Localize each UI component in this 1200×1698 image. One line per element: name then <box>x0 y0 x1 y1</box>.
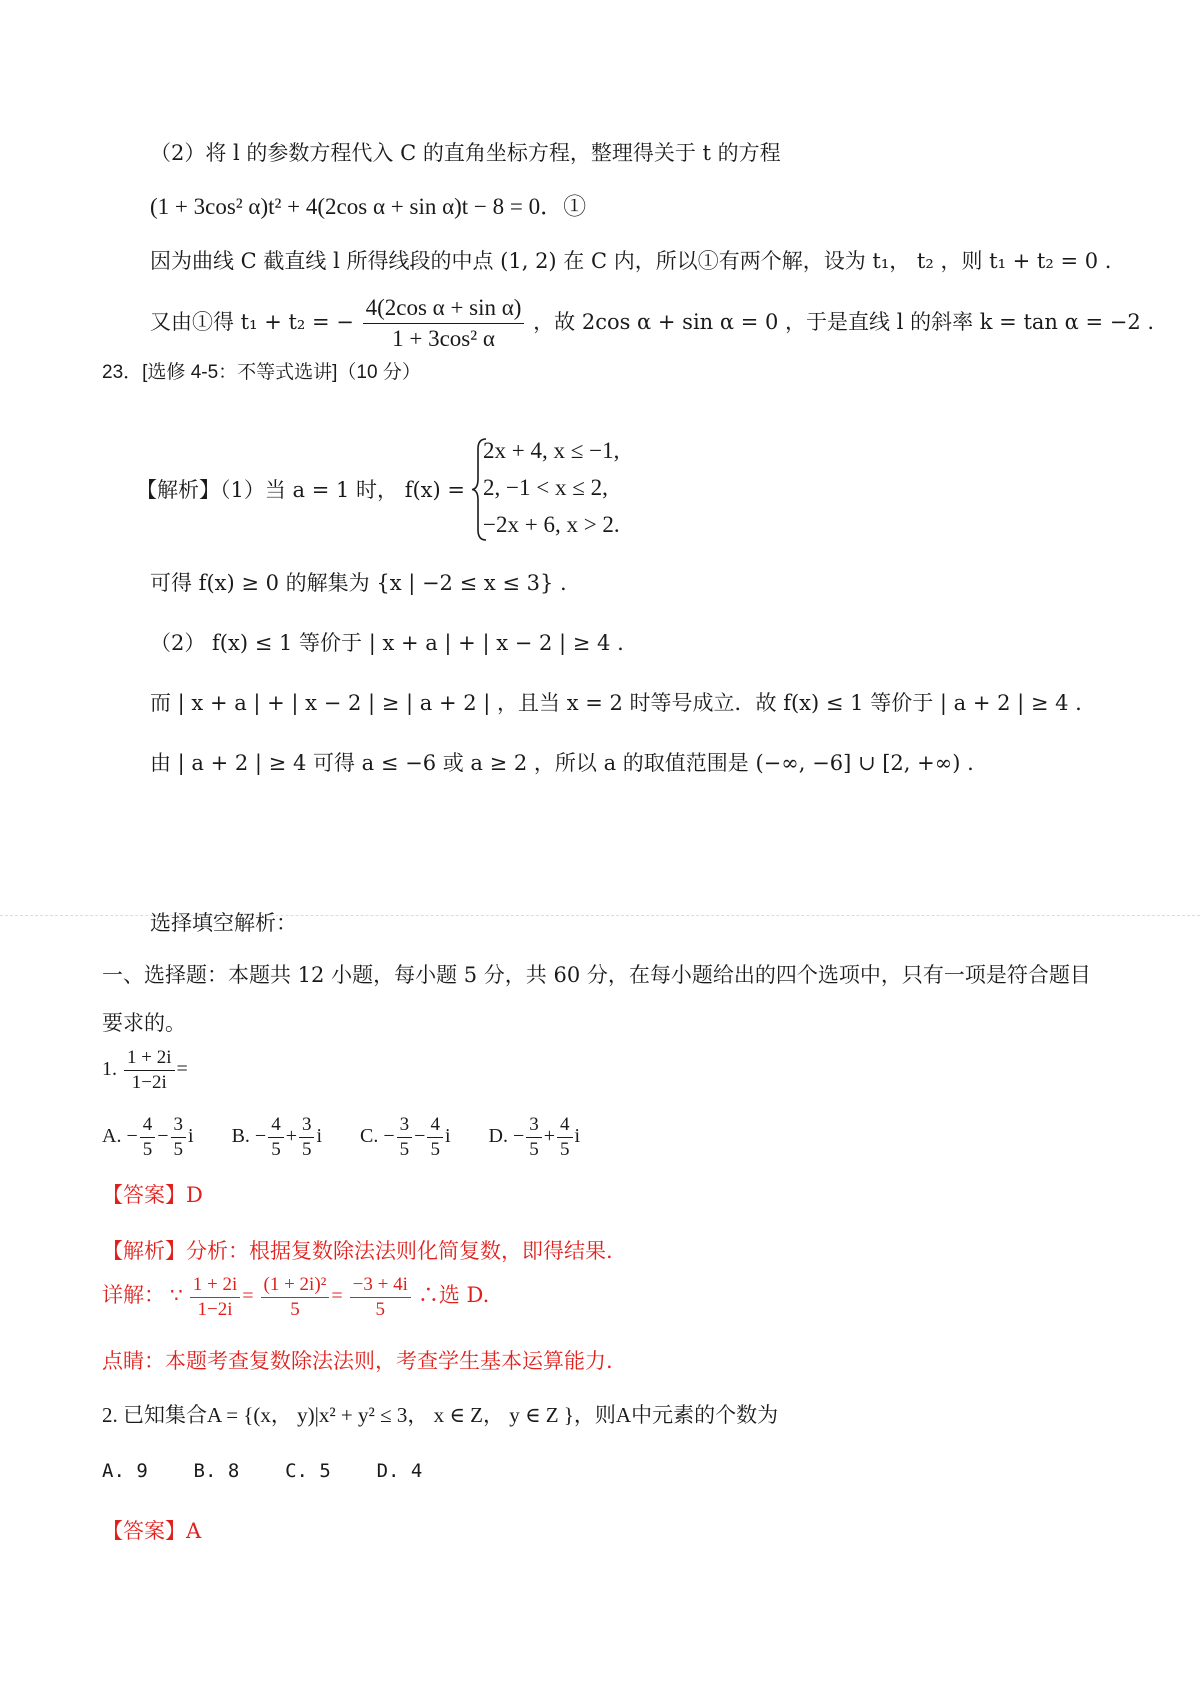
detail-f1-numerator: 1 + 2i <box>192 1273 238 1295</box>
case-2: 2, −1 < x ≤ 2, <box>483 475 608 500</box>
option-numerator: 4 <box>430 1114 440 1135</box>
q1-analysis: 【解析】分析：根据复数除法法则化简复数，即得结果. <box>102 1239 613 1263</box>
case-intro: （1）当 a = 1 时， f(x) = <box>220 478 465 502</box>
option-numerator: 3 <box>301 1114 312 1135</box>
option-sign: − <box>126 1125 138 1148</box>
q1-numerator: 1 + 2i <box>127 1047 172 1068</box>
option-sign: − <box>157 1125 169 1148</box>
piecewise-cases <box>483 432 620 543</box>
option-numerator: 3 <box>173 1114 184 1135</box>
q1-options-row <box>102 1114 618 1160</box>
detail-f2-numerator: (1 + 2i)² <box>263 1273 327 1295</box>
q23-part2-line1: （2） f(x) ≤ 1 等价于 | x + a | + | x − 2 | ≥ 4 . <box>150 631 624 655</box>
because-symbol: ∵ <box>170 1285 183 1307</box>
q1-fraction <box>124 1046 175 1095</box>
option-denominator: 5 <box>140 1137 156 1162</box>
option-fraction <box>557 1113 573 1162</box>
q1-option-c <box>360 1114 451 1160</box>
detail-label: 详解： <box>102 1283 165 1307</box>
option-imaginary-unit: i <box>444 1125 451 1148</box>
option-numerator: 3 <box>529 1114 539 1135</box>
option-fraction <box>427 1113 443 1162</box>
q2-option-d: D. 4 <box>376 1460 423 1482</box>
option-denominator: 5 <box>557 1137 573 1162</box>
option-imaginary-unit: i <box>188 1125 194 1148</box>
part2-equation: (1 + 3cos² α)t² + 4(2cos α + sin α)t − 8 = 0．① <box>150 194 587 219</box>
option-numerator: 4 <box>271 1114 281 1135</box>
option-numerator: 3 <box>399 1114 410 1135</box>
q1-options <box>102 1113 618 1162</box>
conclusion-suffix: ，故 2cos α + sin α = 0 ，于是直线 l 的斜率 k = tan α = −2 . <box>533 310 1155 334</box>
q1-comment: 点睛：本题考查复数除法法则，考查学生基本运算能力. <box>102 1349 613 1373</box>
option-denominator: 5 <box>526 1137 542 1162</box>
q2-stem: 2. 已知集合A = {(x， y)|x² + y² ≤ 3， x ∈ Z， y ∈ Z }，则A中元素的个数为 <box>102 1403 779 1427</box>
q2-option-c: C. 5 <box>285 1460 331 1482</box>
option-sign: + <box>543 1125 556 1148</box>
q1-answer: 【答案】D <box>102 1183 203 1207</box>
q23-case-intro-line <box>136 475 465 505</box>
q1-option-b <box>231 1114 323 1160</box>
option-label: B. <box>231 1125 250 1148</box>
detail-f2-denominator: 5 <box>261 1297 330 1322</box>
option-fraction <box>526 1113 542 1162</box>
part2-intro: （2）将 l 的参数方程代入 C 的直角坐标方程，整理得关于 t 的方程 <box>150 141 781 165</box>
conclusion-prefix: 又由①得 t₁ + t₂ = − <box>150 310 354 334</box>
option-sign: + <box>285 1125 297 1148</box>
option-numerator: 4 <box>560 1114 570 1135</box>
section-header: 选择填空解析： <box>150 911 297 935</box>
part2-reason: 因为曲线 C 截直线 l 所得线段的中点 (1, 2) 在 C 内，所以①有两个解，设为 t₁， t₂ ，则 t₁ + t₂ = 0 . <box>150 249 1112 273</box>
detail-fraction-3 <box>350 1273 411 1322</box>
q1-denominator: 1−2i <box>124 1070 175 1095</box>
detail-f1-denominator: 1−2i <box>190 1297 241 1322</box>
conclusion-denominator: 1 + 3cos² α <box>363 323 525 354</box>
option-fraction <box>171 1113 187 1162</box>
q2-option-b: B. 8 <box>193 1460 240 1482</box>
section-intro-line2: 要求的。 <box>102 1011 186 1035</box>
option-imaginary-unit: i <box>574 1125 581 1148</box>
solution-set: 可得 f(x) ≥ 0 的解集为 {x | −2 ≤ x ≤ 3} . <box>150 571 567 595</box>
option-denominator: 5 <box>299 1137 315 1162</box>
case-3: −2x + 6, x > 2. <box>483 512 620 537</box>
option-label: D. <box>488 1125 508 1148</box>
detail-fraction-1 <box>190 1273 241 1322</box>
option-sign: − <box>383 1125 395 1148</box>
option-denominator: 5 <box>268 1137 284 1162</box>
q23-part2-line3: 由 | a + 2 | ≥ 4 可得 a ≤ −6 或 a ≥ 2 ，所以 a 的取值范围是 (−∞, −6] ∪ [2, +∞) . <box>150 751 974 775</box>
option-denominator: 5 <box>427 1137 443 1162</box>
q2-option-a: A. 9 <box>102 1460 148 1482</box>
option-denominator: 5 <box>397 1137 413 1162</box>
q1-number: 1. <box>102 1058 117 1081</box>
option-denominator: 5 <box>171 1137 187 1162</box>
option-fraction <box>299 1113 315 1162</box>
option-sign: − <box>254 1125 267 1148</box>
jiexi-label: 【解析】 <box>136 478 220 502</box>
q23-part2-line2: 而 | x + a | + | x − 2 | ≥ | a + 2 | ，且当 x = 2 时等号成立．故 f(x) ≤ 1 等价于 | a + 2 | ≥ 4 . <box>150 691 1082 715</box>
q2-answer: 【答案】A <box>102 1519 202 1543</box>
option-label: A. <box>102 1125 122 1148</box>
detail-fraction-2 <box>261 1273 330 1322</box>
option-imaginary-unit: i <box>316 1125 323 1148</box>
q1-stem <box>102 1046 188 1095</box>
case-1: 2x + 4, x ≤ −1, <box>483 438 620 463</box>
q23-title: 23．[选修 4-5：不等式选讲]（10 分） <box>102 362 421 383</box>
q1-option-a <box>102 1114 194 1160</box>
option-fraction <box>140 1113 156 1162</box>
conclusion-fraction <box>363 293 525 354</box>
section-intro-line1: 一、选择题：本题共 12 小题，每小题 5 分，共 60 分，在每小题给出的四个选项中，只有一项是符合题目 <box>102 963 1091 987</box>
option-numerator: 4 <box>142 1114 153 1135</box>
option-label: C. <box>360 1125 379 1148</box>
q2-options <box>102 1456 422 1486</box>
q1-detail: 详解： ∵ $\frac{1 + 2i}{1-2i}$ = $\frac{\text{(1 + 2i)²}}{5}$ = $\frac{-3 + 4i}{5}$ ∴选 D. <box>102 1273 490 1320</box>
part2-conclusion <box>150 292 1154 354</box>
option-sign: − <box>414 1125 426 1148</box>
detail-end: ∴选 D. <box>417 1283 490 1307</box>
option-fraction <box>268 1113 284 1162</box>
conclusion-numerator: 4(2cos α + sin α) <box>365 295 522 320</box>
option-fraction <box>397 1113 413 1162</box>
q1-option-d <box>488 1114 581 1160</box>
detail-f3-numerator: −3 + 4i <box>352 1273 408 1295</box>
q1-equals: = <box>176 1058 188 1081</box>
option-sign: − <box>512 1125 525 1148</box>
detail-f3-denominator: 5 <box>350 1297 411 1322</box>
